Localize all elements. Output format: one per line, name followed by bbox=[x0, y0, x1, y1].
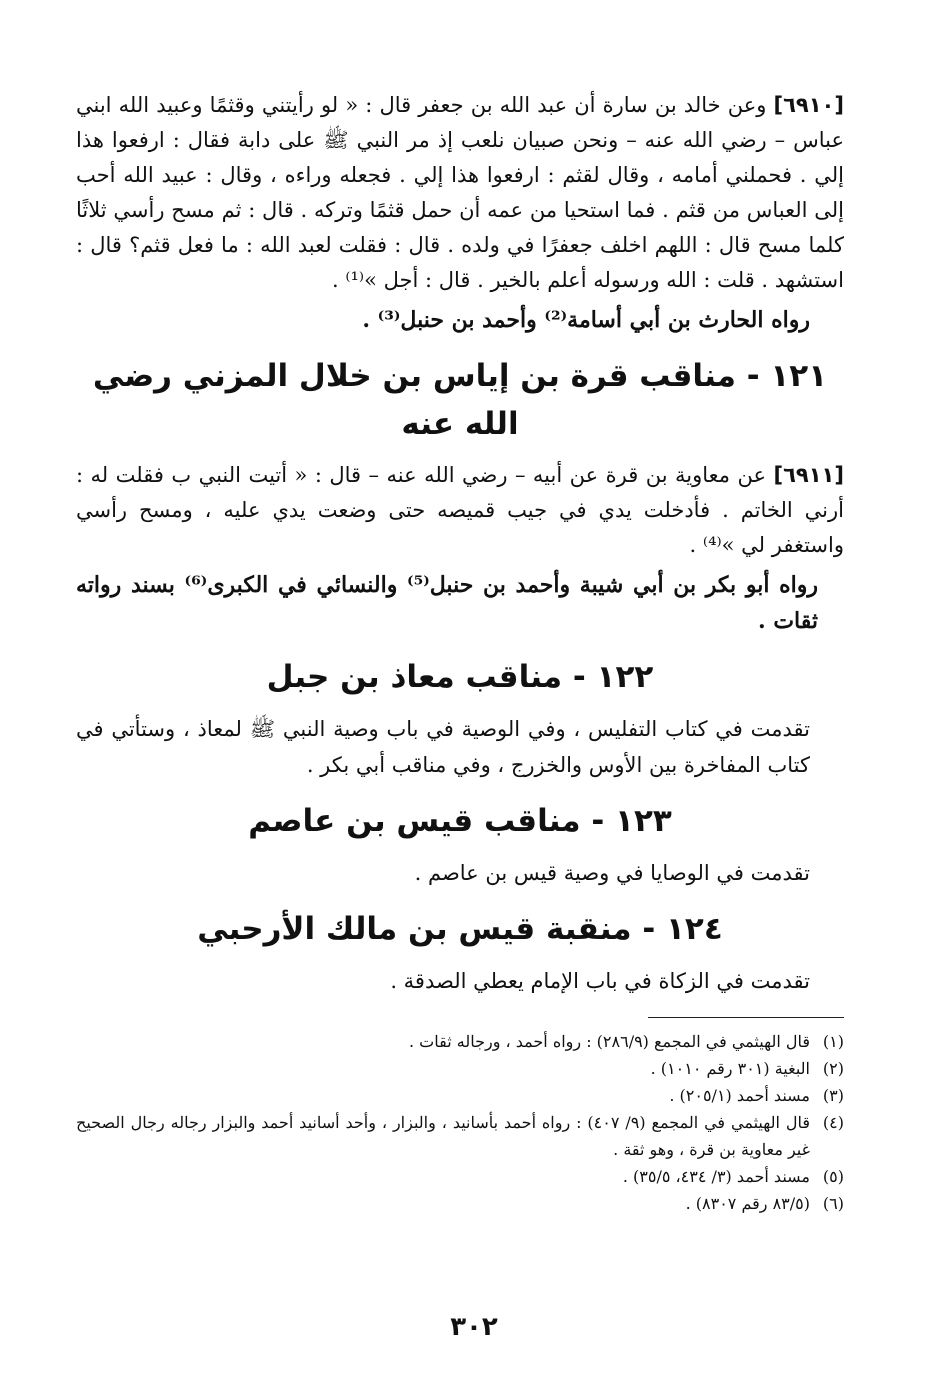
section-heading-124: ١٢٤ - منقبة قيس بن مالك الأرحبي bbox=[197, 911, 723, 947]
section-text-123: تقدمت في الوصايا في وصية قيس بن عاصم . bbox=[414, 861, 810, 885]
footnote-number: (٦) bbox=[822, 1194, 844, 1213]
footnote-text: قال الهيثمي في المجمع (٩/ ٤٠٧) : رواه أحمد بأسانيد ، والبزار ، وأحد أسانيد أحمد والبزار رجاله رجال الصحيح غير معاوية بن قرة ، وهو ثقة . bbox=[76, 1113, 810, 1159]
footnote-item bbox=[76, 1055, 844, 1082]
hadith-6911 bbox=[76, 458, 844, 563]
narration-line: رواه الحارث بن أبي أسامة⁽²⁾ وأحمد بن حنبل⁽³⁾ . bbox=[362, 307, 810, 333]
footnote-number: (٥) bbox=[822, 1167, 844, 1186]
footnote-item bbox=[76, 1163, 844, 1190]
narration-line: رواه أبو بكر بن أبي شيبة وأحمد بن حنبل⁽⁵⁾ والنسائي في الكبرى⁽⁶⁾ بسند رواته ثقات . bbox=[76, 572, 819, 634]
hadith-text: وعن خالد بن سارة أن عبد الله بن جعفر قال : « لو رأيتني وقثمًا وعبيد الله ابني عباس – رضي الله عنه – ونحن صبيان نلعب إذ مر النبي ﷺ على دابة فقال : ارفعوا هذا إلي . فحملني أمامه ، وقال لقثم : ارفعوا هذا إلي . فجعله وراءه ، وقال : عبيد الله أحب إلى العباس من قثم . فما استحيا من عمه أن حمل قثمًا وتركه . قال : ثم مسح رأسي ثلاثًا كلما مسح قال : اللهم اخلف جعفرًا في ولده . قال : فقلت لعبد الله : ما فعل قثم؟ قال : استشهد . قلت : الله ورسوله أعلم بالخير . قال : أجل »⁽¹⁾ . bbox=[76, 93, 844, 292]
footnote-number: (١) bbox=[822, 1032, 844, 1051]
section-heading-123: ١٢٣ - مناقب قيس بن عاصم bbox=[248, 803, 672, 839]
footnote-item bbox=[76, 1190, 844, 1217]
page-content bbox=[76, 88, 844, 1217]
hadith-number: [٦٩١١] bbox=[773, 463, 844, 487]
hadith-text: عن معاوية بن قرة عن أبيه – رضي الله عنه – قال : « أتيت النبي ب فقلت له : أرني الخاتم . فأدخلت يدي في جيب قميصه حتى وضعت يدي عليه ، ومسح رأسي واستغفر لي »⁽⁴⁾ . bbox=[76, 463, 844, 557]
page-number: ٣٠٢ bbox=[450, 1312, 498, 1342]
footnote-text: قال الهيثمي في المجمع (٢٨٦/٩) : رواه أحمد ، ورجاله ثقات . bbox=[409, 1032, 810, 1051]
footnote-divider bbox=[648, 1017, 844, 1018]
footnote-text: البغية (٣٠١ رقم ١٠١٠) . bbox=[650, 1059, 810, 1078]
hadith-6910 bbox=[76, 88, 844, 298]
section-text-124: تقدمت في الزكاة في باب الإمام يعطي الصدقة . bbox=[390, 969, 810, 993]
footnote-text: (٨٣/٥ رقم ٨٣٠٧) . bbox=[685, 1194, 810, 1213]
footnote-text: مسند أحمد (٣/ ٤٣٤، ٣٥/٥) . bbox=[622, 1167, 810, 1186]
footnote-number: (٣) bbox=[822, 1086, 844, 1105]
footnotes bbox=[76, 1028, 844, 1217]
section-text-122: تقدمت في كتاب التفليس ، وفي الوصية في باب وصية النبي ﷺ لمعاذ ، وستأتي في كتاب المفاخرة بين الأوس والخزرج ، وفي مناقب أبي بكر . bbox=[76, 717, 810, 777]
footnote-item bbox=[76, 1109, 844, 1163]
footnote-item bbox=[76, 1028, 844, 1055]
footnote-number: (٤) bbox=[822, 1113, 844, 1132]
hadith-number: [٦٩١٠] bbox=[773, 93, 844, 117]
footnote-number: (٢) bbox=[822, 1059, 844, 1078]
footnote-text: مسند أحمد (٢٠٥/١) . bbox=[669, 1086, 810, 1105]
section-heading-122: ١٢٢ - مناقب معاذ بن جبل bbox=[266, 659, 654, 695]
footnote-item bbox=[76, 1082, 844, 1109]
section-heading-121: ١٢١ - مناقب قرة بن إياس بن خلال المزني رضي الله عنه bbox=[92, 358, 828, 442]
